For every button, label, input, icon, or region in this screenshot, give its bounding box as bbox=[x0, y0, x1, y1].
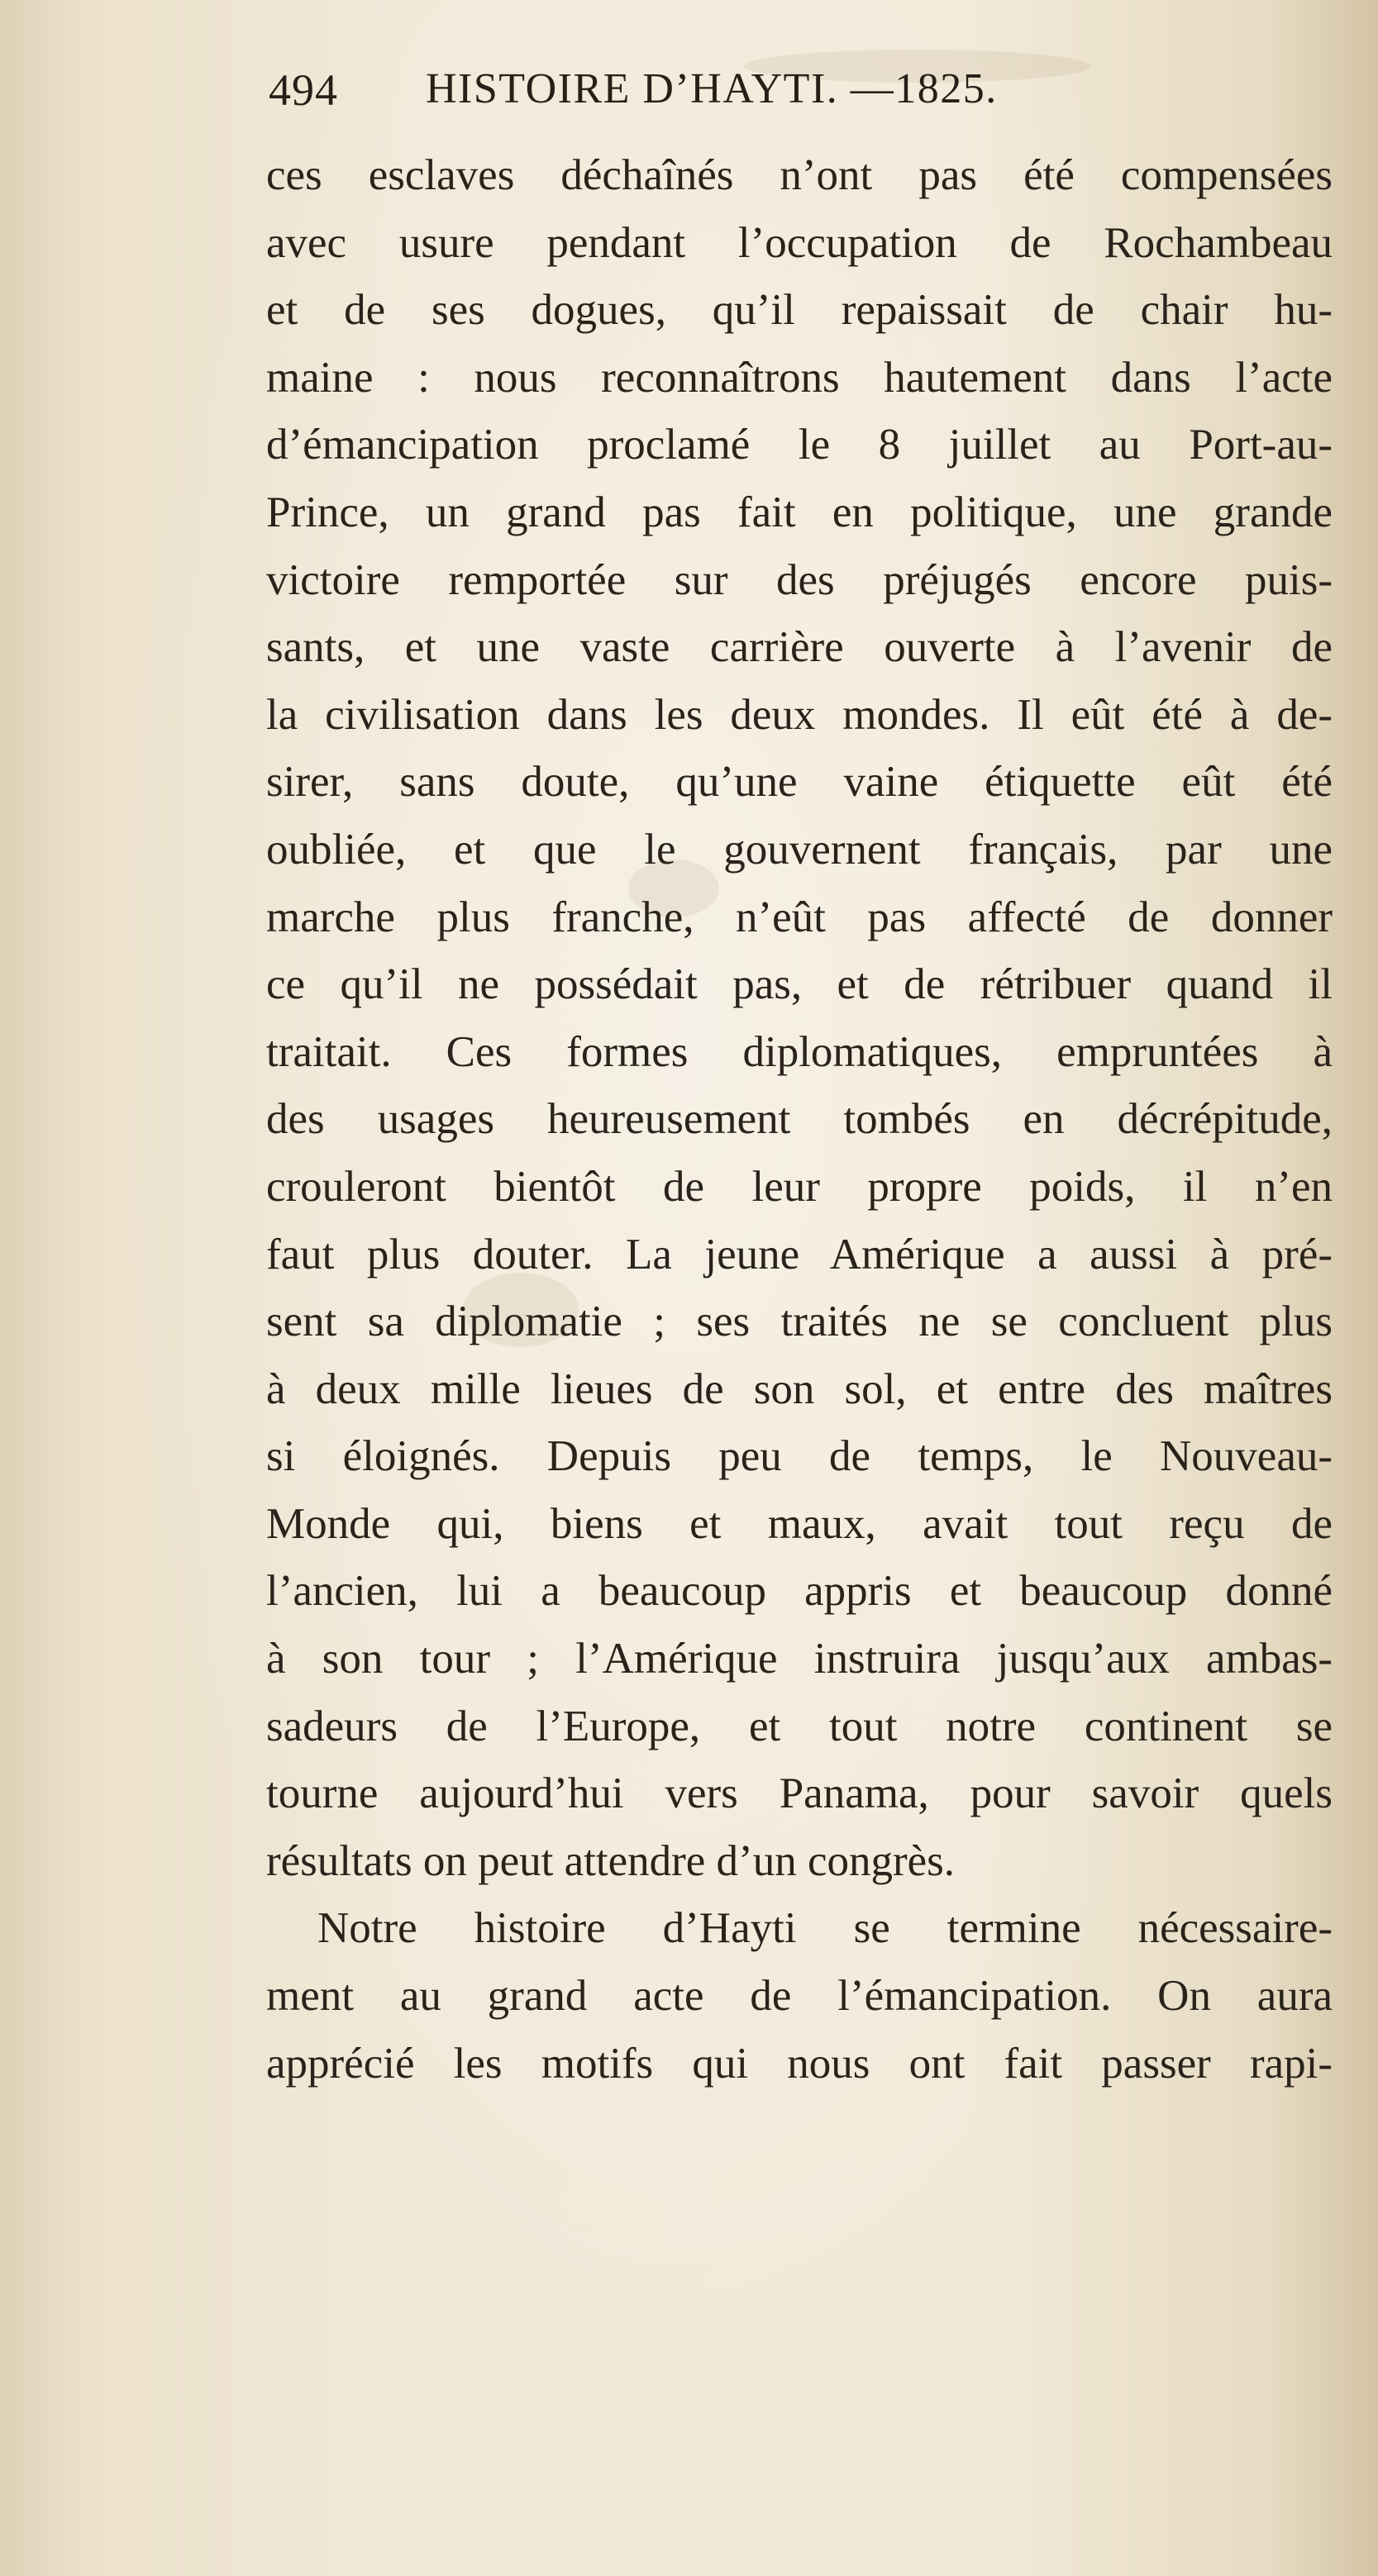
text-line: sants, et une vaste carrière ouverte à l’avenir de bbox=[266, 623, 1333, 672]
text-line: d’émancipation proclamé le 8 juillet au Port-au- bbox=[266, 421, 1333, 469]
body-text bbox=[266, 142, 1333, 2097]
text-line: sadeurs de l’Europe, et tout notre continent se bbox=[266, 1702, 1333, 1750]
text-line: ces esclaves déchaînés n’ont pas été compensées bbox=[266, 151, 1333, 199]
page-number: 494 bbox=[269, 65, 338, 115]
paragraph-end-line: résultats on peut attendre d’un congrès. bbox=[266, 1836, 956, 1885]
running-head: HISTOIRE D’HAYTI. —1825. bbox=[426, 65, 998, 112]
text-line: ment au grand acte de l’émancipation. On aura bbox=[266, 1972, 1333, 2021]
text-line: l’ancien, lui a beaucoup appris et beaucoup donné bbox=[266, 1567, 1333, 1616]
text-line: à son tour ; l’Amérique instruira jusqu’aux ambas- bbox=[266, 1635, 1333, 1683]
text-line: crouleront bientôt de leur propre poids, il n’en bbox=[266, 1162, 1333, 1211]
text-line: apprécié les motifs qui nous ont fait passer rapi- bbox=[266, 2039, 1333, 2088]
paragraph-start-line: Notre histoire d’Hayti se termine nécessaire- bbox=[317, 1904, 1333, 1953]
text-line: Prince, un grand pas fait en politique, une grande bbox=[266, 488, 1333, 536]
text-line: oubliée, et que le gouvernent français, par une bbox=[266, 825, 1333, 874]
text-line: maine : nous reconnaîtrons hautement dans l’acte bbox=[266, 353, 1333, 402]
text-line: et de ses dogues, qu’il repaissait de chair hu- bbox=[266, 286, 1333, 335]
text-line: à deux mille lieues de son sol, et entre des maîtres bbox=[266, 1364, 1333, 1413]
text-line: marche plus franche, n’eût pas affecté de donner bbox=[266, 893, 1333, 941]
text-line: ce qu’il ne possédait pas, et de rétribuer quand il bbox=[266, 960, 1333, 1009]
text-line: faut plus douter. La jeune Amérique a aussi à pré- bbox=[266, 1230, 1333, 1278]
page-header bbox=[269, 64, 1178, 131]
text-line: si éloignés. Depuis peu de temps, le Nouveau- bbox=[266, 1432, 1333, 1481]
text-line: victoire remportée sur des préjugés encore puis- bbox=[266, 555, 1333, 604]
text-line: la civilisation dans les deux mondes. Il eût été à de- bbox=[266, 690, 1333, 739]
text-line: sirer, sans doute, qu’une vaine étiquette eût été bbox=[266, 758, 1333, 807]
text-line: sent sa diplomatie ; ses traités ne se concluent plus bbox=[266, 1298, 1333, 1346]
text-line: Monde qui, biens et maux, avait tout reçu de bbox=[266, 1499, 1333, 1548]
text-line: tourne aujourd’hui vers Panama, pour savoir quels bbox=[266, 1769, 1333, 1818]
text-line: traitait. Ces formes diplomatiques, empruntées à bbox=[266, 1027, 1333, 1076]
text-line: des usages heureusement tombés en décrépitude, bbox=[266, 1095, 1333, 1144]
text-line: avec usure pendant l’occupation de Rochambeau bbox=[266, 218, 1333, 267]
